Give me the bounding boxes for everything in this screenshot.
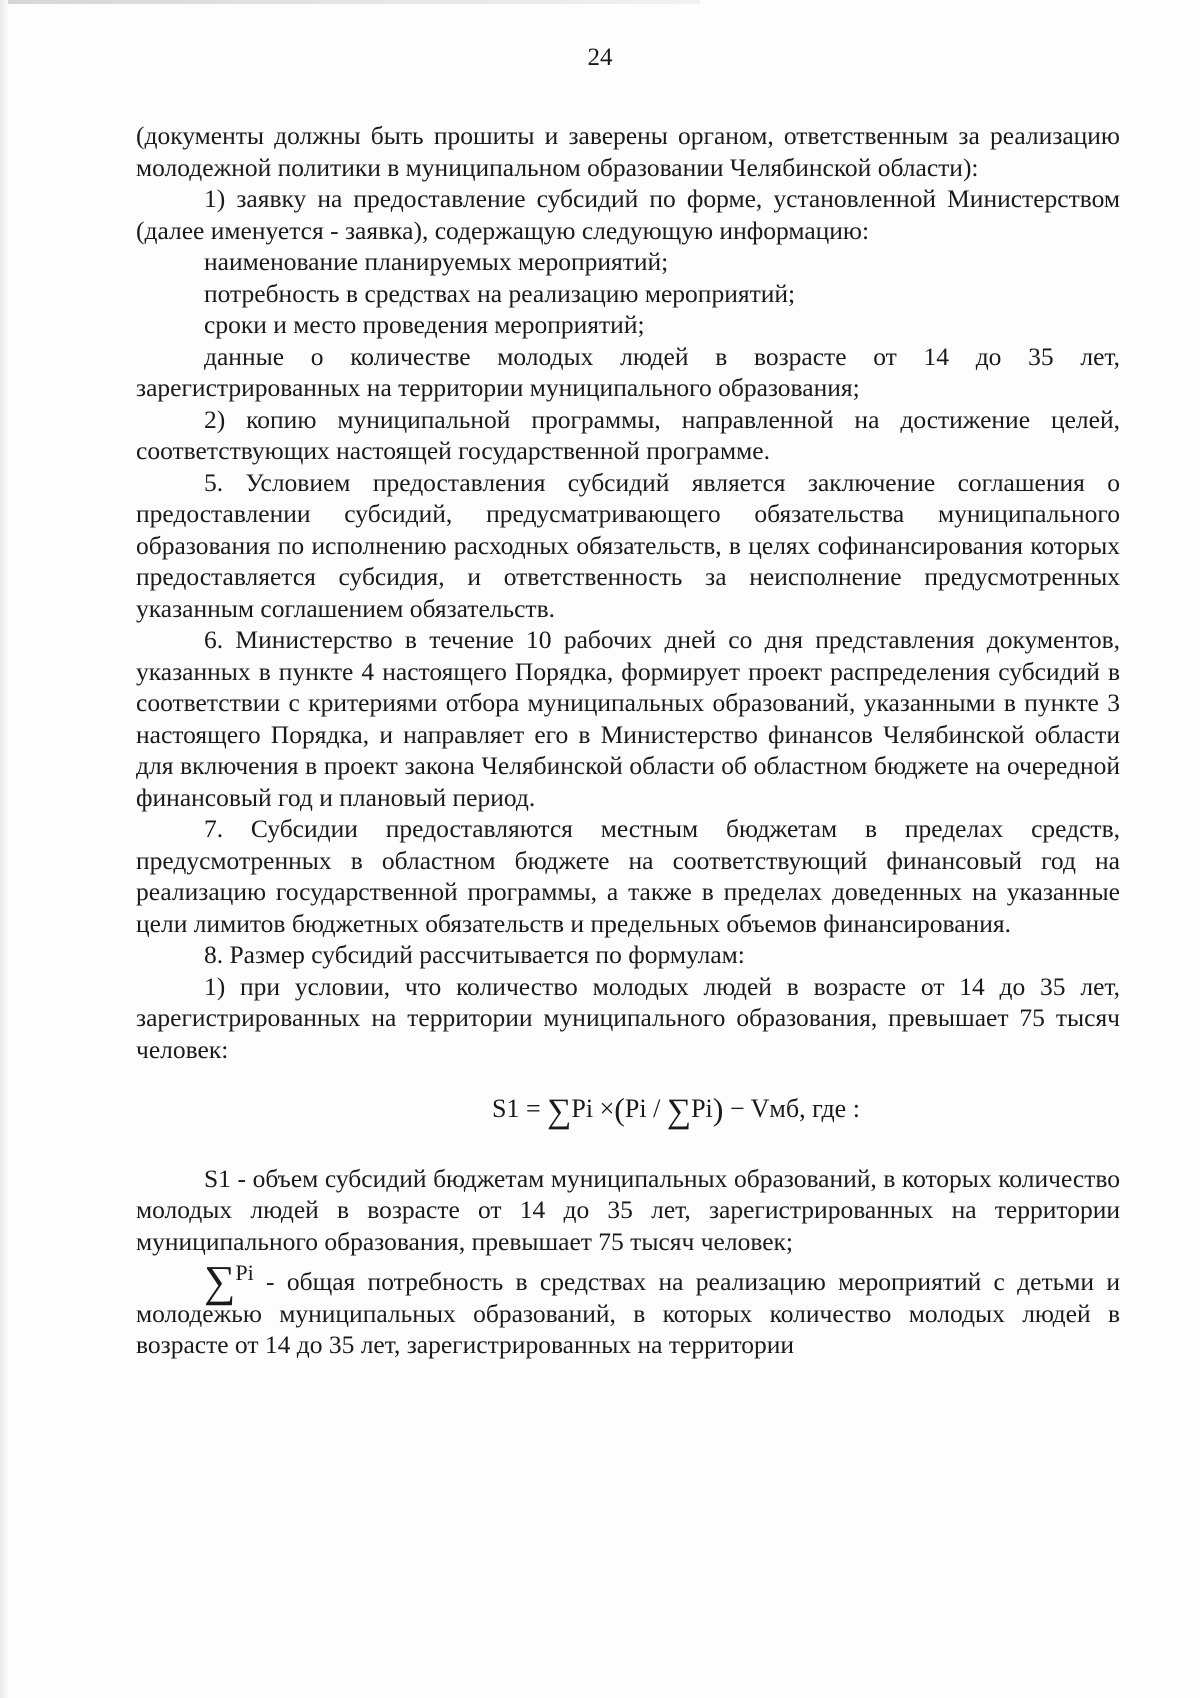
scan-edge-top [0, 0, 700, 4]
list-item: данные о количестве молодых людей в возрасте от 14 до 35 лет, зарегистрированных на территории муниципального образования; [136, 341, 1120, 402]
definition-sum-pi [136, 1257, 1120, 1361]
list-item: наименование планируемых мероприятий; [204, 247, 669, 276]
paragraph-item-2: 2) копию муниципальной программы, направленной на достижение целей, соответствующих настоящей государственной программе. [136, 404, 1120, 465]
paragraph-5: 5. Условием предоставления субсидий является заключение соглашения о предоставлении субсидий, предусматривающего обязательства муниципального образования по исполнению расходных обязательств, в целях софинансирования которых предоставляется субсидия, и ответственность за неисполнение предусмотренных указанным соглашением обязательств. [136, 467, 1120, 623]
close-paren: ) [712, 1091, 724, 1127]
formula-s1 [136, 1093, 1120, 1128]
list-item: сроки и место проведения мероприятий; [204, 310, 645, 339]
definition-s1: S1 - объем субсидий бюджетам муниципальных образований, в которых количество молодых людей в возрасте от 14 до 35 лет, зарегистрированных на территории муниципального образования, превышает 75 тысяч человек; [136, 1163, 1120, 1256]
paragraph-intro: (документы должны быть прошиты и заверены органом, ответственным за реализацию молодежной политики в муниципальном образовании Челябинской области): [136, 121, 1120, 182]
list-item: потребность в средствах на реализацию мероприятий; [204, 278, 796, 308]
formula-term: Pi × [571, 1094, 615, 1123]
formula-lhs: S1 = [492, 1094, 541, 1123]
document-body [136, 120, 1120, 1361]
sum-subscript: Pi [235, 1260, 254, 1285]
open-paren: ( [614, 1091, 625, 1127]
definition-text: - общая потребность в средствах на реализацию мероприятий с детьми и молодежью муниципальных образований, в которых количество молодых людей в возрасте от 14 до 35 лет, зарегистрированных на территории [136, 1267, 1120, 1359]
formula-term: Pi / [624, 1094, 667, 1123]
sum-sign: ∑ [204, 1257, 236, 1306]
paragraph-7: 7. Субсидии предоставляются местным бюджетам в пределах средств, предусмотренных в областном бюджете на соответствующий финансовый год на реализацию государственной программы, а также в пределах доведенных на указанные цели лимитов бюджетных обязательств и предельных объемов финансирования. [136, 814, 1120, 938]
paragraph-8-item-1: 1) при условии, что количество молодых людей в возрасте от 14 до 35 лет, зарегистрированных на территории муниципального образования, превышает 75 тысяч человек: [136, 971, 1120, 1064]
page-number: 24 [587, 44, 613, 71]
sum-sign: ∑ [547, 1093, 572, 1130]
formula-term: Pi [691, 1094, 713, 1123]
formula-term: − Vмб, где : [723, 1094, 860, 1123]
paragraph-8: 8. Размер субсидий рассчитывается по формулам: [204, 940, 745, 969]
sum-sign: ∑ [666, 1093, 692, 1130]
scan-edge-left [0, 0, 8, 1698]
paragraph-item-1: 1) заявку на предоставление субсидий по форме, установленной Министерством (далее именуется - заявка), содержащую следующую информацию: [136, 184, 1120, 245]
paragraph-6: 6. Министерство в течение 10 рабочих дней со дня представления документов, указанных в пункте 4 настоящего Порядка, формирует проект распределения субсидий в соответствии с критериями отбора муниципальных образований, указанными в пункте 3 настоящего Порядка, и направляет его в Министерство финансов Челябинской области для включения в проект закона Челябинской области об областном бюджете на очередной финансовый год и плановый период. [136, 625, 1120, 812]
